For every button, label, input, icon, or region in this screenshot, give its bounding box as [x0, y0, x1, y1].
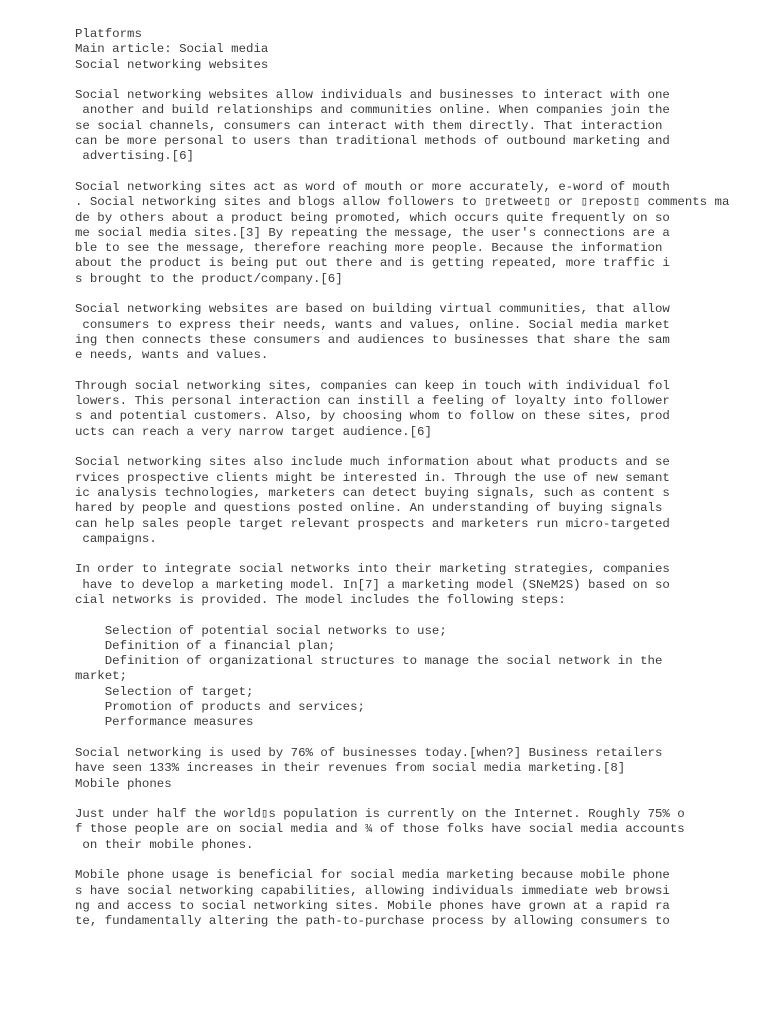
text-line: In order to integrate social networks into their marketing strategies, companies: [75, 562, 670, 577]
text-line: me social media sites.[3] By repeating the message, the user's connections are a: [75, 225, 670, 240]
blank-line: [75, 364, 765, 379]
text-line: on their mobile phones.: [75, 837, 254, 852]
text-line: Social networking websites allow individuals and businesses to interact with one: [75, 88, 670, 103]
text-line: . Social networking sites and blogs allow followers to ▯retweet▯ or ▯repost▯ comments ma: [75, 195, 730, 210]
text-line: ic analysis technologies, marketers can detect buying signals, such as content s: [75, 485, 670, 500]
blank-line: [75, 287, 765, 302]
text-line: Selection of potential social networks to use;: [75, 623, 447, 638]
text-line: ing then connects these consumers and audiences to businesses that share the sam: [75, 332, 670, 347]
text-line: have to develop a marketing model. In[7] a marketing model (SNeM2S) based on so: [75, 577, 670, 592]
blank-line: [75, 792, 765, 807]
text-line: market;: [75, 669, 128, 684]
text-line: Platforms: [75, 27, 142, 41]
text-line: rvices prospective clients might be interested in. Through the use of new semant: [75, 470, 670, 485]
text-line: Main article: Social media: [75, 42, 269, 57]
document-page: [75, 27, 765, 930]
text-line: lowers. This personal interaction can instill a feeling of loyalty into follower: [75, 394, 670, 409]
text-line: Social networking websites are based on building virtual communities, that allow: [75, 302, 670, 317]
text-line: advertising.[6]: [75, 149, 194, 164]
text-line: Social networking sites act as word of mouth or more accurately, e-word of mouth: [75, 179, 670, 194]
text-line: f those people are on social media and ¾ of those folks have social media accounts: [75, 822, 685, 837]
text-line: ng and access to social networking sites. Mobile phones have grown at a rapid ra: [75, 898, 670, 913]
text-line: ucts can reach a very narrow target audience.[6]: [75, 424, 432, 439]
text-line: te, fundamentally altering the path-to-purchase process by allowing consumers to: [75, 914, 670, 929]
text-line: consumers to express their needs, wants and values, online. Social media market: [75, 317, 670, 332]
text-line: Mobile phones: [75, 776, 172, 791]
text-line: hared by people and questions posted online. An understanding of buying signals: [75, 501, 663, 516]
text-line: cial networks is provided. The model includes the following steps:: [75, 592, 566, 607]
text-line: Promotion of products and services;: [75, 700, 365, 715]
text-line: de by others about a product being promoted, which occurs quite frequently on so: [75, 210, 670, 225]
blank-line: [75, 547, 765, 562]
text-line: another and build relationships and communities online. When companies join the: [75, 103, 670, 118]
text-line: can help sales people target relevant prospects and marketers run micro-targeted: [75, 516, 670, 531]
blank-line: [75, 440, 765, 455]
text-line: Social networking websites: [75, 57, 269, 72]
text-line: Definition of organizational structures to manage the social network in the: [75, 654, 663, 669]
text-line: Social networking is used by 76% of businesses today.[when?] Business retailers: [75, 745, 663, 760]
blank-line: [75, 731, 765, 746]
text-line: s brought to the product/company.[6]: [75, 271, 343, 286]
text-line: Performance measures: [75, 715, 254, 730]
text-line: have seen 133% increases in their revenues from social media marketing.[8]: [75, 761, 626, 776]
text-line: campaigns.: [75, 531, 157, 546]
text-line: Mobile phone usage is beneficial for social media marketing because mobile phone: [75, 868, 670, 883]
blank-line: [75, 608, 765, 623]
text-line: about the product is being put out there and is getting repeated, more traffic i: [75, 256, 670, 271]
blank-line: [75, 165, 765, 180]
text-line: se social channels, consumers can interact with them directly. That interaction: [75, 118, 663, 133]
text-line: Selection of target;: [75, 684, 254, 699]
text-line: Through social networking sites, companies can keep in touch with individual fol: [75, 378, 670, 393]
blank-line: [75, 853, 765, 868]
text-line: ble to see the message, therefore reaching more people. Because the information: [75, 241, 663, 256]
text-line: e needs, wants and values.: [75, 348, 269, 363]
text-line: Social networking sites also include much information about what products and se: [75, 455, 670, 470]
blank-line: [75, 73, 765, 88]
text-line: can be more personal to users than traditional methods of outbound marketing and: [75, 134, 670, 149]
text-line: s and potential customers. Also, by choosing whom to follow on these sites, prod: [75, 409, 670, 424]
text-line: Definition of a financial plan;: [75, 638, 336, 653]
text-line: Just under half the world▯s population is currently on the Internet. Roughly 75% o: [75, 807, 685, 822]
text-line: s have social networking capabilities, allowing individuals immediate web browsi: [75, 883, 670, 898]
